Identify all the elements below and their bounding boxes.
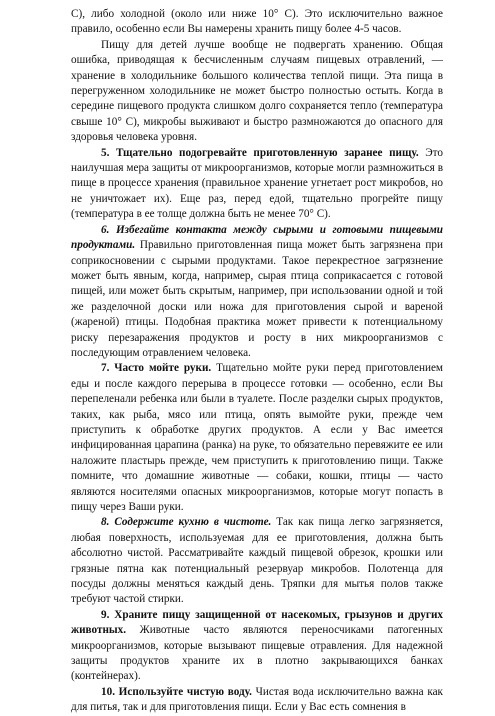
rule-6 [71, 223, 443, 362]
rule-7-heading: 7. Часто мойте руки. [101, 362, 212, 375]
rule-8-heading: 8. Содержите кухню в чистоте. [101, 516, 272, 529]
rule-6-text: Правильно приготовленная пища может быть загрязнена при соприкосновении с сырыми продуктами. Такое перекрестное загрязнение может быть явным, когда, например, сырая птица соприкасается с готовой пищей, или может быть скрытым, например, при использовании одной и той же разделочной доски или ножа для приготовления сырой и вареной (жареной) птицы. Подобная практика может привести к потенциальному риску перезаражения продуктов и росту в них микроорганизмов с последующим отравлением человека. [71, 239, 443, 359]
document-page [71, 7, 443, 716]
rule-9 [71, 608, 443, 685]
rule-9-heading: 9. Храните пищу защищенной от насекомых, грызунов и других животных. [71, 608, 443, 637]
rule-5-text: Это наилучшая мера защиты от микроорганизмов, которые могли размножиться в пище в процессе хранения (правильное хранение угнетает рост микробов, но не уничтожает их). Еще раз, перед едой, тщательно прогрейте пищу (температура в ее толще должна быть не менее 70° С). [71, 146, 443, 221]
rule-9-text: Животные часто являются переносчиками патогенных микроорганизмов, которые вызывают пищевые отравления. Для надежной защиты продуктов храните их в плотно закрывающихся банках (контейнерах). [71, 624, 443, 683]
rule-8-text: Так как пища легко загрязняется, любая поверхность, используемая для ее приготовления, должна быть абсолютно чистой. Рассматривайте каждый пищевой обрезок, крошки или грязные пятна как потенциальный резервуар микробов. Полотенца для посуды должны меняться каждый день. Тряпки для мытья полов также требуют частой стирки. [71, 516, 443, 606]
rule-10 [71, 685, 443, 716]
rule-10-heading: 10. Используйте чистую воду. [101, 685, 252, 698]
rule-8 [71, 515, 443, 607]
rule-6-heading: 6. Избегайте контакта между сырыми и готовыми пищевыми продуктами. [71, 223, 443, 252]
rule-5 [71, 146, 443, 223]
rule-7 [71, 361, 443, 515]
paragraph-child-food: Пищу для детей лучше вообще не подвергать хранению. Общая ошибка, приводящая к бесчисленным случаям пищевых отравлений, — хранение в холодильнике большого количества теплой пищи. Эта пища в перегруженном холодильнике не может быстро полностью остыть. Когда в середине пищевого продукта слишком долго сохраняется тепло (температура свыше 10° С), микробы выживают и быстро размножаются до опасного для здоровья человека уровня. [71, 38, 443, 144]
paragraph-continued: С), либо холодной (около или ниже 10° С). Это исключительно важное правило, особенно если Вы намерены хранить пищу более 4-5 часов. [71, 8, 443, 36]
rule-7-text: Тщательно мойте руки перед приготовлением еды и после каждого перерыва в процессе готовки — особенно, если Вы перепеленали ребенка или были в туалете. После разделки сырых продуктов, таких, как рыба, мясо или птица, опять вымойте руки, прежде чем приступить к обработке других продуктов. А если у Вас имеется инфицированная царапина (ранка) на руке, то обязательно перевяжите ее или наложите пластырь прежде, чем приступить к приготовлению пищи. Также помните, что домашние животные — собаки, кошки, птицы — часто являются носителями опасных микроорганизмов, которые могут попасть в пищу через Ваши руки. [71, 362, 443, 513]
rule-10-text: Чистая вода исключительно важна как для питья, так и для приготовления пищи. Если у Вас есть сомнения в [71, 685, 443, 714]
rule-5-heading: 5. Тщательно подогревайте приготовленную заранее пищу. [101, 146, 419, 159]
